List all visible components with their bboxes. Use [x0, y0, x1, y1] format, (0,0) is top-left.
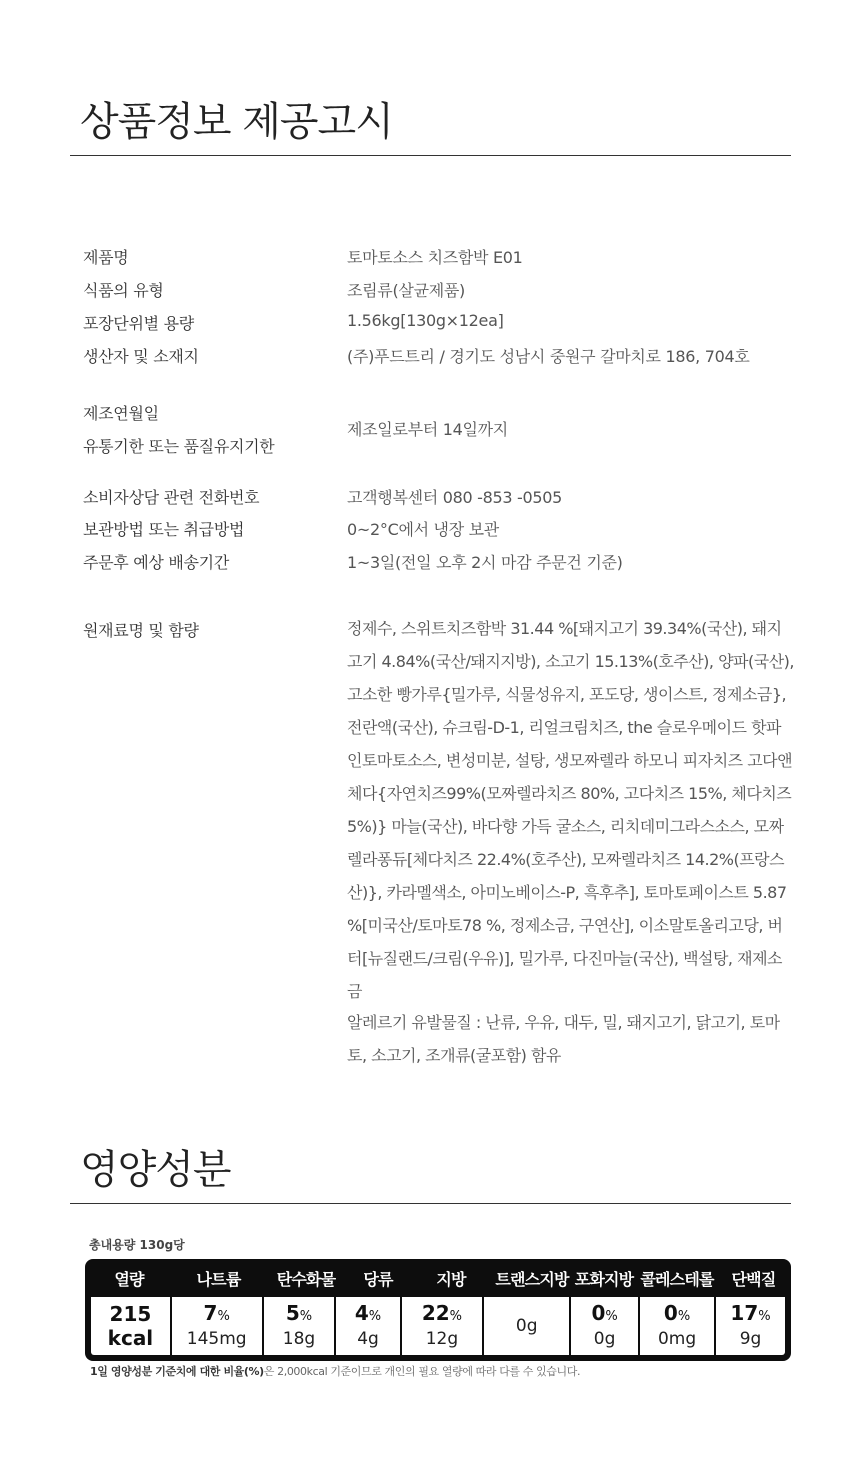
cell-sugars: [336, 1297, 401, 1355]
cell-cholesterol: [640, 1297, 716, 1355]
label-food-type: 식품의 유형: [83, 281, 164, 300]
header-calories: 열량: [114, 1269, 144, 1289]
pct-unit: %: [299, 1309, 313, 1324]
value-food-type: 조림류(살균제품): [347, 281, 465, 300]
label-product-name: 제품명: [83, 248, 129, 267]
serving-size: 총내용량 130g당: [89, 1238, 185, 1252]
value-consumer-phone: 고객행복센터 080 -853 -0505: [347, 488, 563, 507]
value-allergy: 알레르기 유발물질 : 난류, 우유, 대두, 밀, 돼지고기, 닭고기, 토마토, 소고기, 조개류(굴포함) 함유: [347, 1013, 780, 1065]
pct-unit: %: [449, 1309, 463, 1324]
value-product-name: 토마토소스 치즈함박 E01: [347, 248, 523, 267]
label-storage: 보관방법 또는 취급방법: [83, 520, 245, 539]
value-ingredients: 정제수, 스위트치즈함박 31.44 %[돼지고기 39.34%(국산), 돼지고기 4.84%(국산/돼지지방), 소고기 15.13%(호주산), 양파(국산), 고소한 빵가루{밀가루, 식물성유지, 포도당, 생이스트, 정제소금}, 전란액(국산), 슈크림-D-1, 리얼크림치즈, the 슬로우메이드 핫파인토마토소스, 변성미분, 설탕, 생모짜렐라 하모니 피자치즈 고다앤체다{자연치즈99%(모짜렐라치즈 80%, 고다치즈 15%, 체다치즈 5%)} 마늘(국산), 바다향 가득 굴소스, 리치데미그라스소스, 모짜렐라퐁듀[체다치즈 22.4%(호주산), 모짜렐라치즈 14.2%(프랑스산)}, 카라멜색소, 아미노베이스-P, 흑후추], 토마토페이스트 5.87 %[미국산/토마토78 %, 정제소금, 구연산], 이소말토올리고당, 버터[뉴질랜드/크림(우유)], 밀가루, 다진마늘(국산), 백설탕, 재제소금: [347, 619, 794, 1001]
label-producer: 생산자 및 소재지: [83, 347, 199, 366]
cell-saturated-fat: [571, 1297, 640, 1355]
pct-unit: %: [677, 1309, 691, 1324]
header-saturated-fat: 포화지방: [574, 1269, 634, 1289]
header-protein: 단백질: [731, 1269, 776, 1289]
cell-fat: [402, 1297, 485, 1355]
cell-sodium: [172, 1297, 264, 1355]
label-delivery: 주문후 예상 배송기간: [83, 553, 229, 572]
saturated-fat-amount: 0g: [593, 1329, 616, 1349]
pct-unit: %: [605, 1309, 618, 1324]
value-producer: (주)푸드트리 / 경기도 성남시 중원구 갈마치로 186, 704호: [347, 347, 750, 366]
calories-value: 215: [109, 1302, 152, 1326]
fat-amount: 12g: [425, 1329, 459, 1349]
nutrition-section-title: 영양성분: [80, 1147, 231, 1193]
header-carbohydrate: 탄수화물: [276, 1269, 336, 1289]
pct-unit: %: [217, 1309, 230, 1324]
cell-protein: [716, 1297, 785, 1355]
nutrition-footnote: [90, 1363, 580, 1379]
header-fat: 지방: [436, 1269, 466, 1289]
value-package-capacity: 1.56kg[130g×12ea]: [347, 311, 504, 330]
saturated-fat-pct: 0: [591, 1301, 606, 1325]
nutrition-table: [85, 1259, 791, 1361]
carbohydrate-amount: 18g: [282, 1329, 316, 1349]
header-sugars: 당류: [363, 1269, 393, 1289]
sugars-amount: 4g: [357, 1329, 379, 1349]
value-delivery: 1~3일(전일 오후 2시 마감 주문건 기준): [347, 553, 623, 572]
value-storage: 0~2°C에서 냉장 보관: [347, 520, 499, 539]
footnote-text: 은 2,000kcal 기준이므로 개인의 필요 열량에 따라 다를 수 있습니다.: [263, 1365, 581, 1378]
protein-pct: 17: [730, 1301, 759, 1325]
header-trans-fat: 트랜스지방: [495, 1269, 569, 1289]
nutrition-divider: [70, 1203, 791, 1204]
value-expiry: 제조일로부터 14일까지: [347, 420, 508, 439]
trans-fat-amount: 0g: [515, 1316, 538, 1336]
calories-unit: kcal: [107, 1326, 154, 1350]
protein-amount: 9g: [739, 1329, 762, 1349]
title-divider: [70, 155, 791, 156]
sugars-pct: 4: [354, 1301, 369, 1325]
nutrition-header-row: [85, 1259, 791, 1297]
sodium-amount: 145mg: [186, 1329, 247, 1349]
cell-carbohydrate: [264, 1297, 337, 1355]
nutrition-value-row: [91, 1297, 785, 1355]
info-section-title: 상품정보 제공고시: [80, 99, 393, 145]
label-expiry: 유통기한 또는 품질유지기한: [83, 437, 275, 456]
cell-calories: [91, 1297, 172, 1355]
cholesterol-amount: 0mg: [657, 1329, 697, 1349]
label-consumer-phone: 소비자상담 관련 전화번호: [83, 488, 260, 507]
pct-unit: %: [368, 1309, 382, 1324]
label-ingredients: 원재료명 및 함량: [83, 621, 199, 640]
cell-trans-fat: [484, 1297, 571, 1355]
cholesterol-pct: 0: [663, 1301, 678, 1325]
carbohydrate-pct: 5: [285, 1301, 300, 1325]
footnote-bold: 1일 영양성분 기준치에 대한 비율(%): [90, 1365, 264, 1378]
sodium-pct: 7: [203, 1301, 218, 1325]
header-sodium: 나트륨: [196, 1269, 241, 1289]
label-manufacture-date: 제조연월일: [83, 404, 159, 423]
label-package-capacity: 포장단위별 용량: [83, 314, 194, 333]
header-cholesterol: 콜레스테롤: [640, 1269, 714, 1289]
fat-pct: 22: [421, 1301, 450, 1325]
pct-unit: %: [758, 1309, 771, 1324]
